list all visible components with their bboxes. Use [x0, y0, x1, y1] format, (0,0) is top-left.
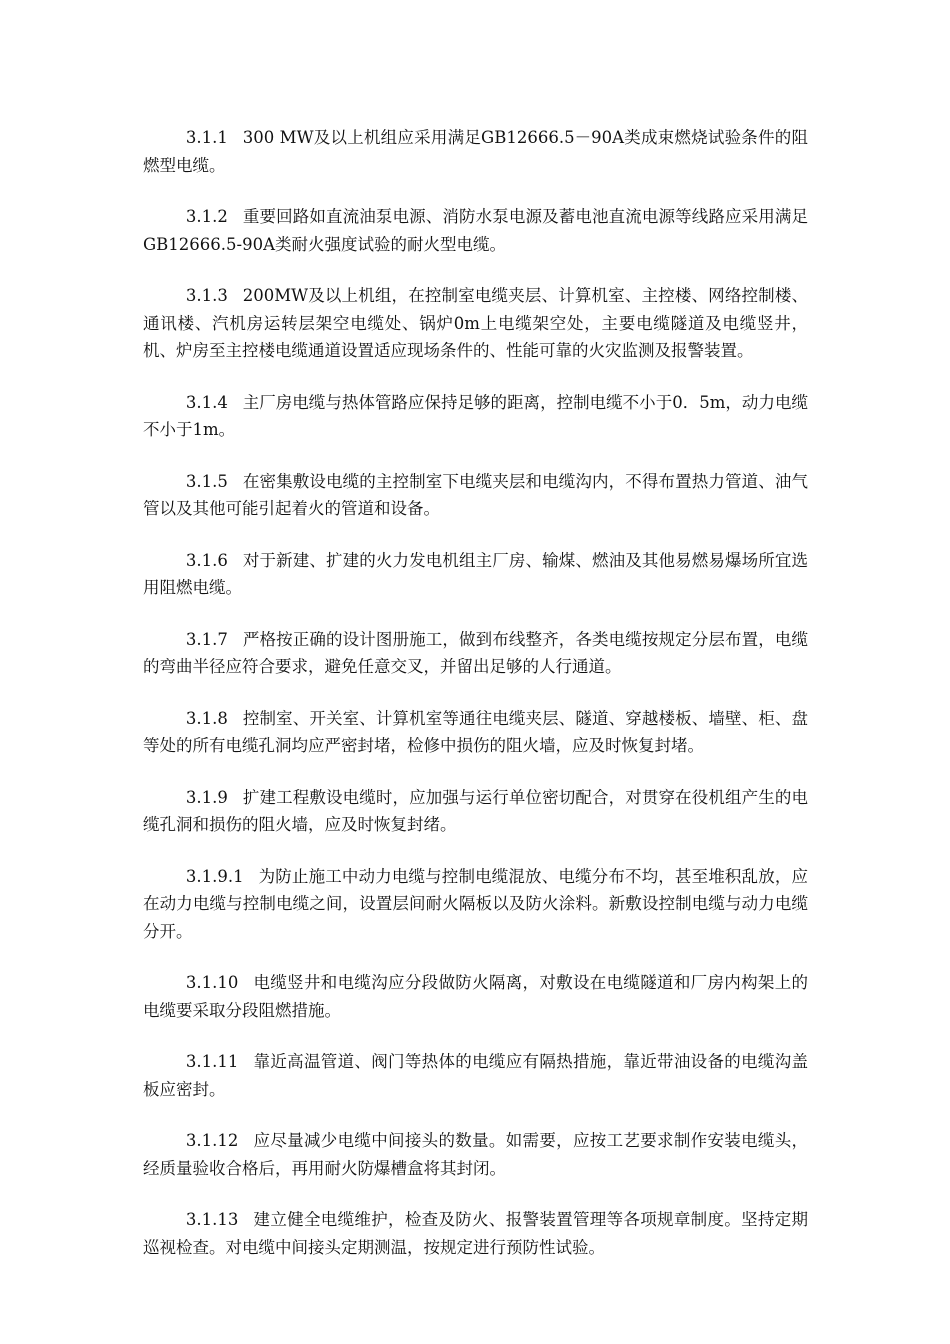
paragraph-text: 应尽量减少电缆中间接头的数量。如需要，应按工艺要求制作安装电缆头，经质量验收合格后，再用耐火防爆槽盒将其封闭。 — [143, 1131, 808, 1178]
paragraph-text: 重要回路如直流油泵电源、消防水泵电源及蓄电池直流电源等线路应采用满足GB12666.5-90A类耐火强度试验的耐火型电缆。 — [143, 207, 808, 254]
paragraph-number: 3.1.5 — [185, 471, 228, 491]
paragraph-3-1-8 — [143, 705, 808, 760]
paragraph-text: 控制室、开关室、计算机室等通往电缆夹层、隧道、穿越楼板、墙壁、柜、盘等处的所有电缆孔洞均应严密封堵，检修中损伤的阻火墙，应及时恢复封堵。 — [143, 708, 808, 755]
paragraph-text: 靠近高温管道、阀门等热体的电缆应有隔热措施，靠近带油设备的电缆沟盖板应密封。 — [143, 1052, 808, 1099]
paragraph-3-1-4 — [143, 389, 808, 444]
paragraph-text: 扩建工程敷设电缆时，应加强与运行单位密切配合，对贯穿在役机组产生的电缆孔洞和损伤的阻火墙，应及时恢复封绪。 — [143, 787, 808, 834]
paragraph-text: 电缆竖井和电缆沟应分段做防火隔离，对敷设在电缆隧道和厂房内构架上的电缆要采取分段阻燃措施。 — [143, 973, 808, 1020]
paragraph-number: 3.1.4 — [185, 392, 228, 412]
paragraph-3-1-1 — [143, 124, 808, 179]
paragraph-3-1-10 — [143, 969, 808, 1024]
paragraph-3-1-9 — [143, 784, 808, 839]
paragraph-number: 3.1.11 — [185, 1052, 239, 1071]
paragraph-text: 200MW及以上机组，在控制室电缆夹层、计算机室、主控楼、网络控制楼、通讯楼、汽机房运转层架空电缆处、锅炉0m上电缆架空处，主要电缆隧道及电缆竖井，机、炉房至主控楼电缆通道设置适应现场条件的、性能可靠的火灾监测及报警装置。 — [143, 286, 808, 360]
paragraph-3-1-6 — [143, 547, 808, 602]
paragraph-3-1-5 — [143, 468, 808, 523]
paragraph-text: 严格按正确的设计图册施工，做到布线整齐，各类电缆按规定分层布置，电缆的弯曲半径应符合要求，避免任意交叉，并留出足够的人行通道。 — [143, 629, 808, 676]
paragraph-number: 3.1.1 — [185, 128, 228, 147]
paragraph-text: 在密集敷设电缆的主控制室下电缆夹层和电缆沟内，不得布置热力管道、油气管以及其他可能引起着火的管道和设备。 — [143, 471, 808, 518]
paragraph-3-1-9-1 — [143, 863, 808, 946]
paragraph-text: 为防止施工中动力电缆与控制电缆混放、电缆分布不均，甚至堆积乱放，应在动力电缆与控制电缆之间，设置层间耐火隔板以及防火涂料。新敷设控制电缆与动力电缆分开。 — [143, 866, 808, 941]
paragraph-3-1-3 — [143, 282, 808, 365]
paragraph-number: 3.1.12 — [185, 1131, 239, 1150]
paragraph-number: 3.1.7 — [185, 629, 228, 649]
paragraph-3-1-7 — [143, 626, 808, 681]
paragraph-number: 3.1.13 — [185, 1210, 239, 1229]
paragraph-number: 3.1.8 — [185, 708, 228, 728]
paragraph-3-1-2 — [143, 203, 808, 258]
paragraph-number: 3.1.2 — [185, 207, 228, 226]
paragraph-3-1-12 — [143, 1127, 808, 1182]
paragraph-number: 3.1.3 — [185, 286, 228, 305]
paragraph-3-1-13 — [143, 1206, 808, 1261]
paragraph-text: 300 MW及以上机组应采用满足GB12666.5－90A类成束燃烧试验条件的阻燃型电缆。 — [143, 128, 808, 175]
paragraph-text: 建立健全电缆维护，检查及防火、报警装置管理等各项规章制度。坚持定期巡视检查。对电缆中间接头定期测温，按规定进行预防性试验。 — [143, 1210, 808, 1257]
paragraph-text: 对于新建、扩建的火力发电机组主厂房、输煤、燃油及其他易燃易爆场所宜选用阻燃电缆。 — [143, 550, 808, 597]
paragraph-number: 3.1.10 — [185, 973, 239, 992]
document-body — [143, 124, 808, 1285]
paragraph-number: 3.1.9.1 — [185, 866, 244, 886]
paragraph-number: 3.1.6 — [185, 550, 228, 570]
paragraph-text: 主厂房电缆与热体管路应保持足够的距离，控制电缆不小于0．5m，动力电缆不小于1m。 — [143, 392, 808, 439]
paragraph-number: 3.1.9 — [185, 787, 228, 807]
paragraph-3-1-11 — [143, 1048, 808, 1103]
